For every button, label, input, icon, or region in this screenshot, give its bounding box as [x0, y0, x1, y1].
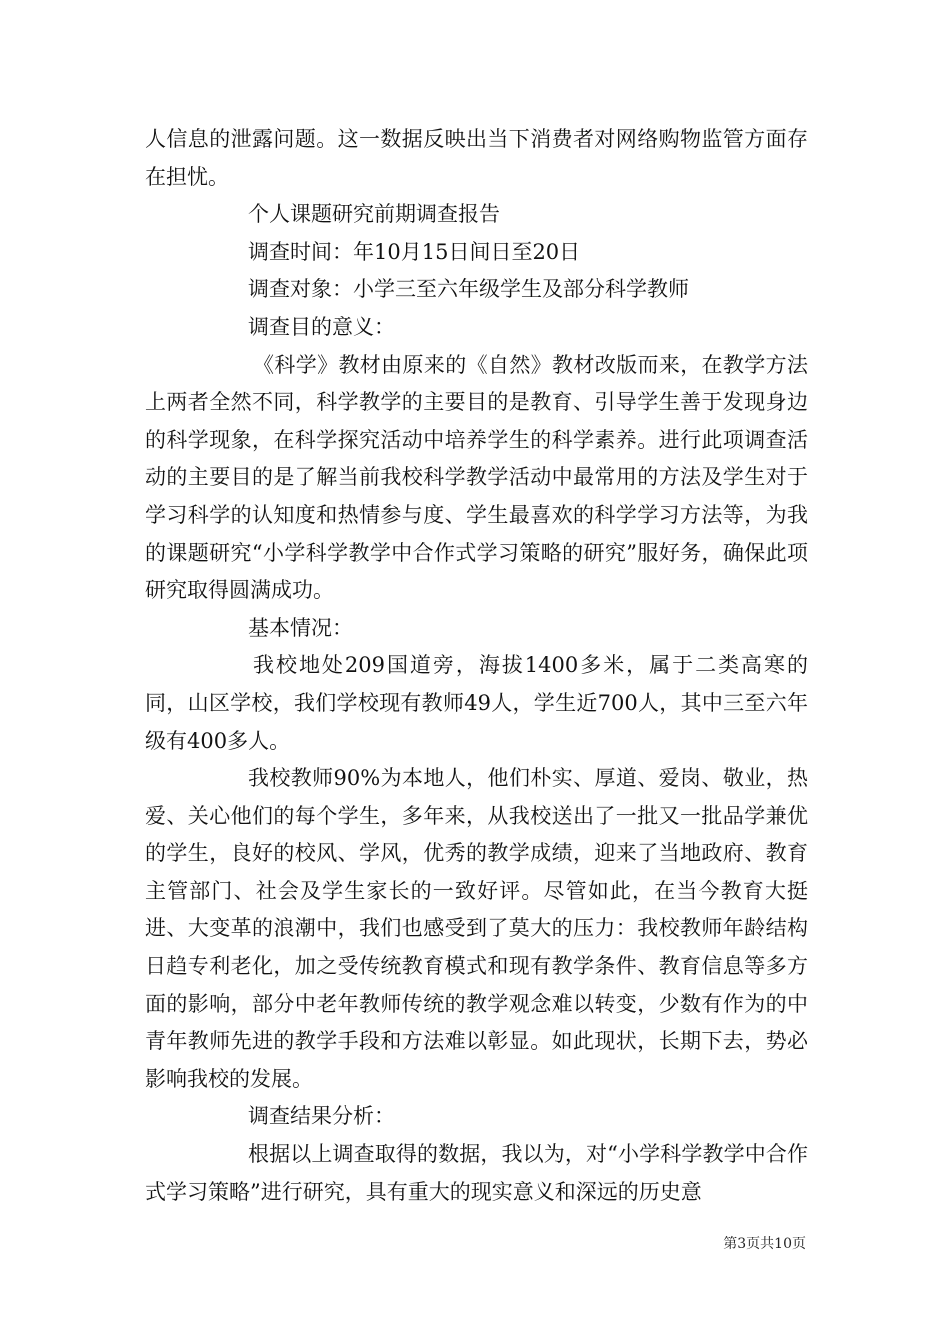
- section-heading-basic-info: 基本情况：: [248, 615, 353, 640]
- document-body: [145, 121, 808, 1211]
- survey-subjects: 调查对象：小学三至六年级学生及部分科学教师: [248, 277, 689, 302]
- section-heading-analysis: 调查结果分析：: [248, 1104, 395, 1129]
- section-heading-purpose: 调查目的意义：: [248, 314, 395, 339]
- paragraph-school-location: 我校地处209国道旁，海拔1400多米，属于二类高寒的同，山区学校，我们学校现有教师49人，学生近700人，其中三至六年级有400多人。: [145, 653, 808, 753]
- report-title: 个人课题研究前期调查报告: [248, 202, 500, 227]
- paragraph-analysis: 根据以上调查取得的数据，我以为，对“小学科学教学中合作式学习策略”进行研究，具有重大的现实意义和深远的历史意: [145, 1142, 808, 1204]
- paragraph-teachers: 我校教师90%为本地人，他们朴实、厚道、爱岗、敬业，热爱、关心他们的每个学生，多年来，从我校送出了一批又一批品学兼优的学生，良好的校风、学风，优秀的教学成绩，迎来了当地政府、教育主管部门、社会及学生家长的一致好评。尽管如此，在当今教育大挺进、大变革的浪潮中，我们也感受到了莫大的压力：我校教师年龄结构日趋专利老化，加之受传统教育模式和现有教学条件、教育信息等多方面的影响，部分中老年教师传统的教学观念难以转变，少数有作为的中青年教师先进的教学手段和方法难以彰显。如此现状，长期下去，势必影响我校的发展。: [145, 766, 808, 1091]
- survey-time: 调查时间：年10月15日间日至20日: [248, 239, 581, 264]
- paragraph-continuation: 人信息的泄露问题。这一数据反映出当下消费者对网络购物监管方面存在担忧。: [145, 127, 808, 189]
- paragraph-purpose: 《科学》教材由原来的《自然》教材改版而来，在教学方法上两者全然不同，科学教学的主要目的是教育、引导学生善于发现身边的科学现象，在科学探究活动中培养学生的科学素养。进行此项调查活动的主要目的是了解当前我校科学教学活动中最常用的方法及学生对于学习科学的认知度和热情参与度、学生最喜欢的科学学习方法等，为我的课题研究“小学科学教学中合作式学习策略的研究”服好务，确保此项研究取得圆满成功。: [145, 352, 808, 603]
- page-number: 第3页共10页: [723, 1236, 806, 1252]
